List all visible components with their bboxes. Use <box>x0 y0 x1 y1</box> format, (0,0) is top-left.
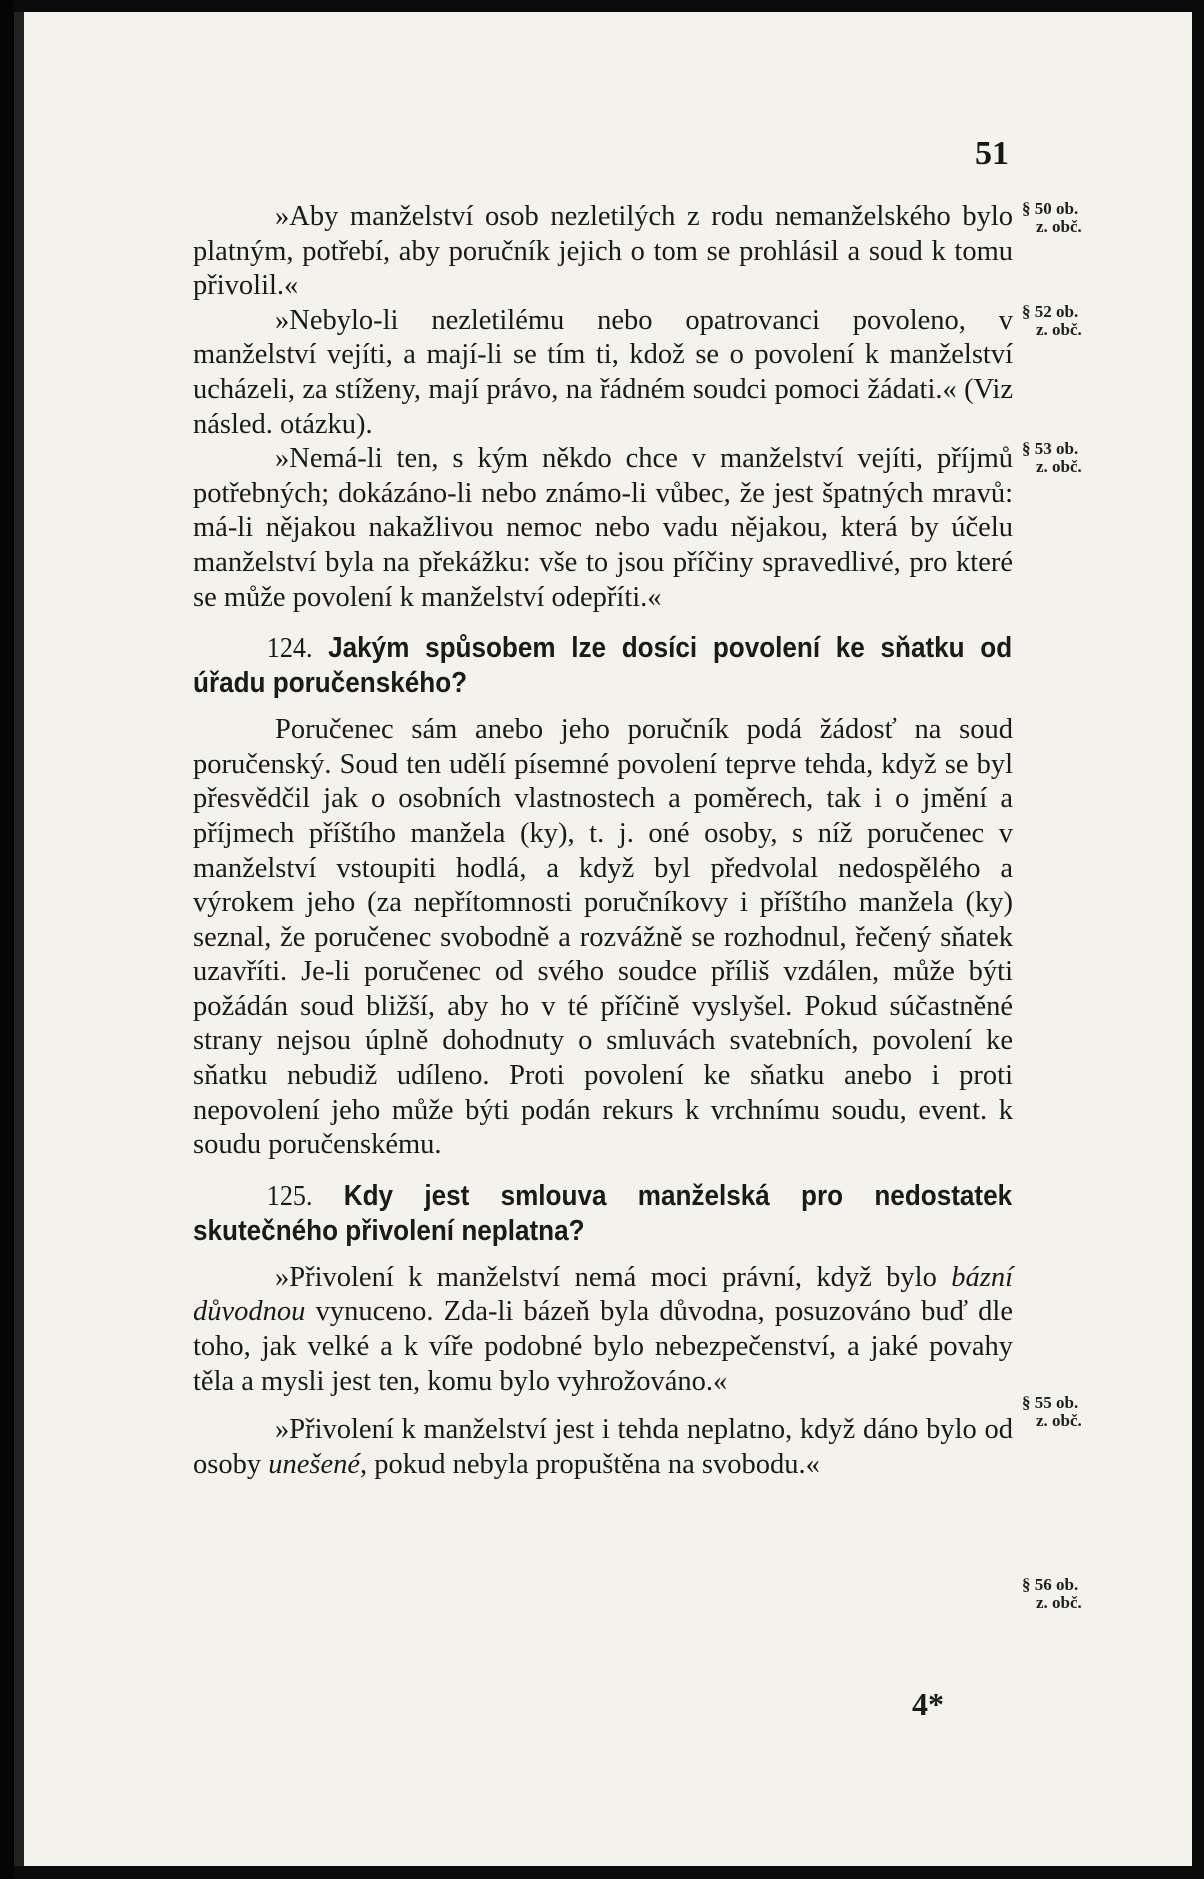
body-text <box>193 200 1013 1482</box>
margin-note-ref: § 55 ob. <box>1022 1393 1079 1412</box>
margin-note-code: z. obč. <box>1036 1593 1082 1612</box>
question-title: Kdy jest smlouva manželská pro nedostatek skutečného přivolení neplatna? <box>193 1179 1013 1247</box>
text-run: vynuceno. Zda-li bázeň byla důvodna, posuzováno buď dle toho, jak velké a k víře podobné bylo nebezpečenství, a jaké povahy těla a mysli jest ten, komu bylo vyhrožováno.« <box>193 1296 1013 1397</box>
paragraph-55 <box>193 1261 1013 1399</box>
paragraph-53: »Nemá-li ten, s kým někdo chce v manželství vejíti, příjmů potřebných; dokázáno-li nebo známo-li vůbec, že jest špatných mravů: má-li nějakou nakažlivou nemoc nebo vadu nějakou, která by účelu manželství byla na překážku: vše to jsou příčiny spravedlivé, pro které se může povolení k manželství odepříti.« <box>193 443 1013 613</box>
question-number: 125. <box>266 1179 313 1212</box>
paragraph-52: »Nebylo-li nezletilému nebo opatrovanci povoleno, v manželství vejíti, a mají-li se tím ti, kdož se o povolení k manželství ucházeli, za stíženy, mají právo, na řádném soudci pomoci žádati.« (Viz násled. otázku). <box>193 304 1013 440</box>
margin-note-code: z. obč. <box>1036 1411 1082 1430</box>
margin-note-ref: § 52 ob. <box>1022 302 1079 321</box>
text-run: »Přivolení k manželství nemá moci právní, když bylo <box>275 1261 952 1293</box>
question-125-heading <box>193 1179 1012 1249</box>
signature-mark: 4* <box>912 1686 944 1722</box>
text-run: , pokud nebyla propuštěna na svobodu.« <box>360 1448 820 1480</box>
margin-note-code: z. obč. <box>1036 217 1082 236</box>
margin-note-code: z. obč. <box>1036 320 1082 339</box>
margin-note <box>1022 1394 1132 1430</box>
margin-note-ref: § 50 ob. <box>1022 199 1079 218</box>
paragraph-56 <box>193 1413 1013 1482</box>
margin-note-ref: § 56 ob. <box>1022 1575 1079 1594</box>
text-run: »Přivolení k manželství jest i tehda neplatno, když dáno bylo od osoby <box>193 1414 1013 1480</box>
margin-note <box>1022 440 1132 476</box>
page-number: 51 <box>975 135 1009 172</box>
paragraph-50: »Aby manželství osob nezletilých z rodu nemanželského bylo platným, potřebí, aby poručník jejich o tom se prohlásil a soud k tomu přivolil.« <box>193 201 1013 302</box>
margin-note-code: z. obč. <box>1036 457 1082 476</box>
emphasis-text: bázní důvodnou <box>193 1261 1013 1328</box>
emphasis-text: unešené <box>268 1448 361 1480</box>
book-binding <box>0 0 14 1879</box>
answer-124: Poručenec sám anebo jeho poručník podá žádosť na soud poručenský. Soud ten udělí písemné povolení teprve tehda, když se byl přesvědčil jak o osobních vlastnostech a poměrech, tak i o jmění a příjmech příštího manžela (ky), t. j. oné osoby, s níž poručenec v manželství vstoupiti hodlá, a když byl předvolal nedospělého a výrokem jeho (za nepřítomnosti poručníkovy i příštího manžela (ky) seznal, že poručenec svobodně a rozvážně se rozhodnul, řečený sňatek uzavříti. Je-li poručenec od svého soudce příliš vzdálen, může býti požádán soud bližší, aby ho v té příčině vyslyšel. Pokud súčastněné strany nejsou úplně dohodnuty o smluvách svatebních, povolení ke sňatku nebudiž udíleno. Proti povolení ke sňatku anebo i proti nepovolení jeho může býti podán rekurs k vrchnímu soudu, event. k soudu poručenskému. <box>193 714 1013 1161</box>
margin-note <box>1022 1576 1132 1612</box>
margin-note-ref: § 53 ob. <box>1022 439 1079 458</box>
question-124-heading <box>193 631 1012 701</box>
question-number: 124. <box>266 632 313 665</box>
margin-note <box>1022 303 1132 339</box>
margin-note <box>1022 200 1132 236</box>
question-title: Jakým spůsobem lze dosíci povolení ke sňatku od úřadu poručenského? <box>193 632 1013 700</box>
